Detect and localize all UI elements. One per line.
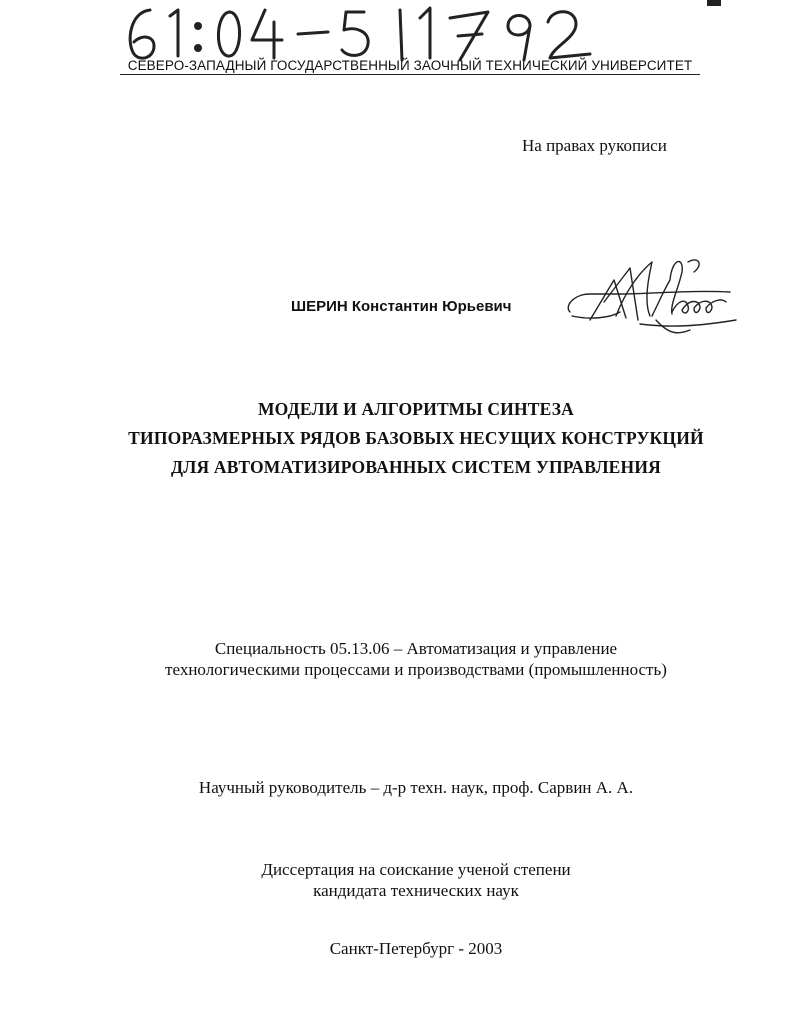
dissertation-title [100, 395, 732, 482]
scientific-supervisor: Научный руководитель – д-р техн. наук, проф. Сарвин А. А. [198, 778, 634, 797]
specialty-line-2: технологическими процессами и производствами (промышленность) [165, 660, 667, 679]
corner-mark [707, 0, 721, 6]
title-line-2: ТИПОРАЗМЕРНЫХ РЯДОВ БАЗОВЫХ НЕСУЩИХ КОНСТРУКЦИЙ [128, 428, 704, 448]
university-name: СЕВЕРО-ЗАПАДНЫЙ ГОСУДАРСТВЕННЫЙ ЗАОЧНЫЙ ТЕХНИЧЕСКИЙ УНИВЕРСИТЕТ [127, 58, 693, 73]
author-name: ШЕРИН Константин Юрьевич [291, 298, 512, 315]
specialty-block [100, 638, 732, 680]
degree-statement [100, 859, 732, 901]
title-line-1: МОДЕЛИ И АЛГОРИТМЫ СИНТЕЗА [257, 399, 575, 419]
handwritten-archive-number [120, 2, 620, 64]
manuscript-note: На правах рукописи [522, 136, 667, 155]
title-line-3: ДЛЯ АВТОМАТИЗИРОВАННЫХ СИСТЕМ УПРАВЛЕНИЯ [170, 457, 662, 477]
city-and-year: Санкт-Петербург - 2003 [329, 939, 503, 958]
signature [560, 250, 740, 340]
header-underline [120, 74, 700, 75]
degree-line-1: Диссертация на соискание ученой степени [261, 860, 571, 879]
specialty-line-1: Специальность 05.13.06 – Автоматизация и управление [214, 639, 618, 658]
degree-line-2: кандидата технических наук [313, 881, 519, 900]
